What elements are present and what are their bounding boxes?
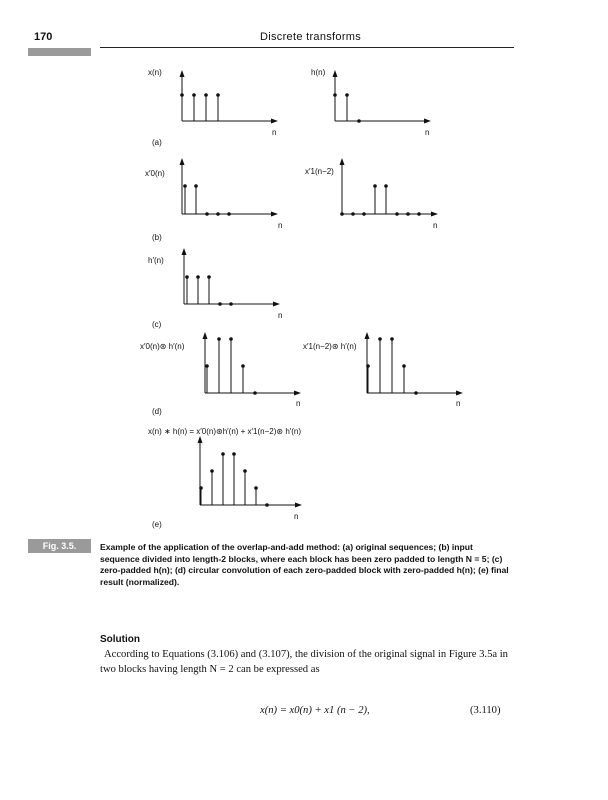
- sample-point: [229, 337, 233, 341]
- sample-point: [362, 212, 366, 216]
- axis-label-n: n: [433, 221, 438, 230]
- sample-point: [340, 212, 344, 216]
- sample-point: [243, 469, 247, 473]
- sample-point: [402, 364, 406, 368]
- sample-point: [373, 184, 377, 188]
- sample-point: [180, 93, 184, 97]
- sample-point: [253, 391, 257, 395]
- sample-point: [204, 93, 208, 97]
- plot-label-x1-block: x′1(n−2): [305, 167, 334, 176]
- sample-point: [232, 452, 236, 456]
- plot-x1-block-samples: [340, 184, 421, 216]
- sample-point: [345, 93, 349, 97]
- sample-point: [229, 302, 233, 306]
- panel-label-b: (b): [152, 233, 162, 242]
- panel-label-e: (e): [152, 520, 162, 529]
- sample-point: [227, 212, 231, 216]
- sample-point: [384, 184, 388, 188]
- axis-label-n: n: [296, 399, 301, 408]
- running-title: Discrete transforms: [260, 31, 362, 43]
- sample-point: [378, 337, 382, 341]
- sample-point: [205, 364, 209, 368]
- sample-point: [351, 212, 355, 216]
- sample-point: [390, 337, 394, 341]
- axis-label-n: n: [456, 399, 461, 408]
- plot-label-result: x(n) ∗ h(n) = x′0(n)⊛h′(n) + x′1(n−2)⊛ h′(n): [148, 427, 302, 436]
- sample-point: [218, 302, 222, 306]
- panel-label-c: (c): [152, 320, 162, 329]
- figure-caption: Example of the application of the overlap-and-add method: (a) original sequences; (b) input sequence divided into length-2 blocks, where each block has been zero padded to length N = 5; (c) zero-padded h(n); (d) circular convolution of each zero-padded block with zero-padded h(n); (e) final result (normalized).: [100, 542, 509, 587]
- plot-h-padded-samples: [185, 275, 233, 306]
- sample-point: [194, 184, 198, 188]
- sample-point: [221, 452, 225, 456]
- sample-point: [414, 391, 418, 395]
- axis-label-n: n: [294, 512, 299, 521]
- sample-point: [217, 337, 221, 341]
- plot-circconv-0-samples: [205, 337, 257, 395]
- axis-label-n: n: [278, 221, 283, 230]
- plot-h-n-samples: [333, 93, 361, 123]
- panel-label-d: (d): [152, 407, 162, 416]
- solution-paragraph: According to Equations (3.106) and (3.107), the division of the original signal in Figure 3.5a in two blocks having length N = 2 can be expressed as: [100, 649, 508, 675]
- sample-point: [207, 275, 211, 279]
- axis-label-n: n: [425, 128, 430, 137]
- axis-label-n: n: [278, 311, 283, 320]
- equation-number: (3.110): [470, 705, 501, 716]
- sample-point: [241, 364, 245, 368]
- plot-circconv-1-samples: [366, 337, 418, 395]
- sample-point: [185, 275, 189, 279]
- sample-point: [216, 93, 220, 97]
- panel-label-a: (a): [152, 138, 162, 147]
- plot-label-h-n: h(n): [311, 68, 326, 77]
- sample-point: [210, 469, 214, 473]
- sample-point: [183, 184, 187, 188]
- page-number: 170: [34, 31, 53, 43]
- plot-result-samples: [199, 452, 269, 507]
- sample-point: [216, 212, 220, 216]
- solution-heading: Solution: [100, 634, 140, 645]
- sample-point: [205, 212, 209, 216]
- plot-label-h-padded: h′(n): [148, 256, 164, 265]
- sample-point: [366, 364, 370, 368]
- plot-x0-block-samples: [183, 184, 231, 216]
- sample-point: [395, 212, 399, 216]
- plot-label-circconv-1: x′1(n−2)⊛ h′(n): [303, 342, 357, 351]
- sample-point: [254, 486, 258, 490]
- sample-point: [333, 93, 337, 97]
- sample-point: [196, 275, 200, 279]
- plot-x-n-samples: [180, 93, 220, 121]
- sample-point: [265, 503, 269, 507]
- equation: x(n) = x0(n) + x1 (n − 2),: [260, 705, 370, 716]
- sample-point: [192, 93, 196, 97]
- sample-point: [406, 212, 410, 216]
- plot-label-x-n: x(n): [148, 68, 162, 77]
- sample-point: [417, 212, 421, 216]
- axis-label-n: n: [272, 128, 277, 137]
- sample-point: [357, 119, 361, 123]
- plot-label-x0-block: x′0(n): [145, 169, 165, 178]
- sample-point: [199, 486, 203, 490]
- plot-label-circconv-0: x′0(n)⊛ h′(n): [140, 342, 185, 351]
- figure-tag: Fig. 3.5.: [28, 539, 91, 553]
